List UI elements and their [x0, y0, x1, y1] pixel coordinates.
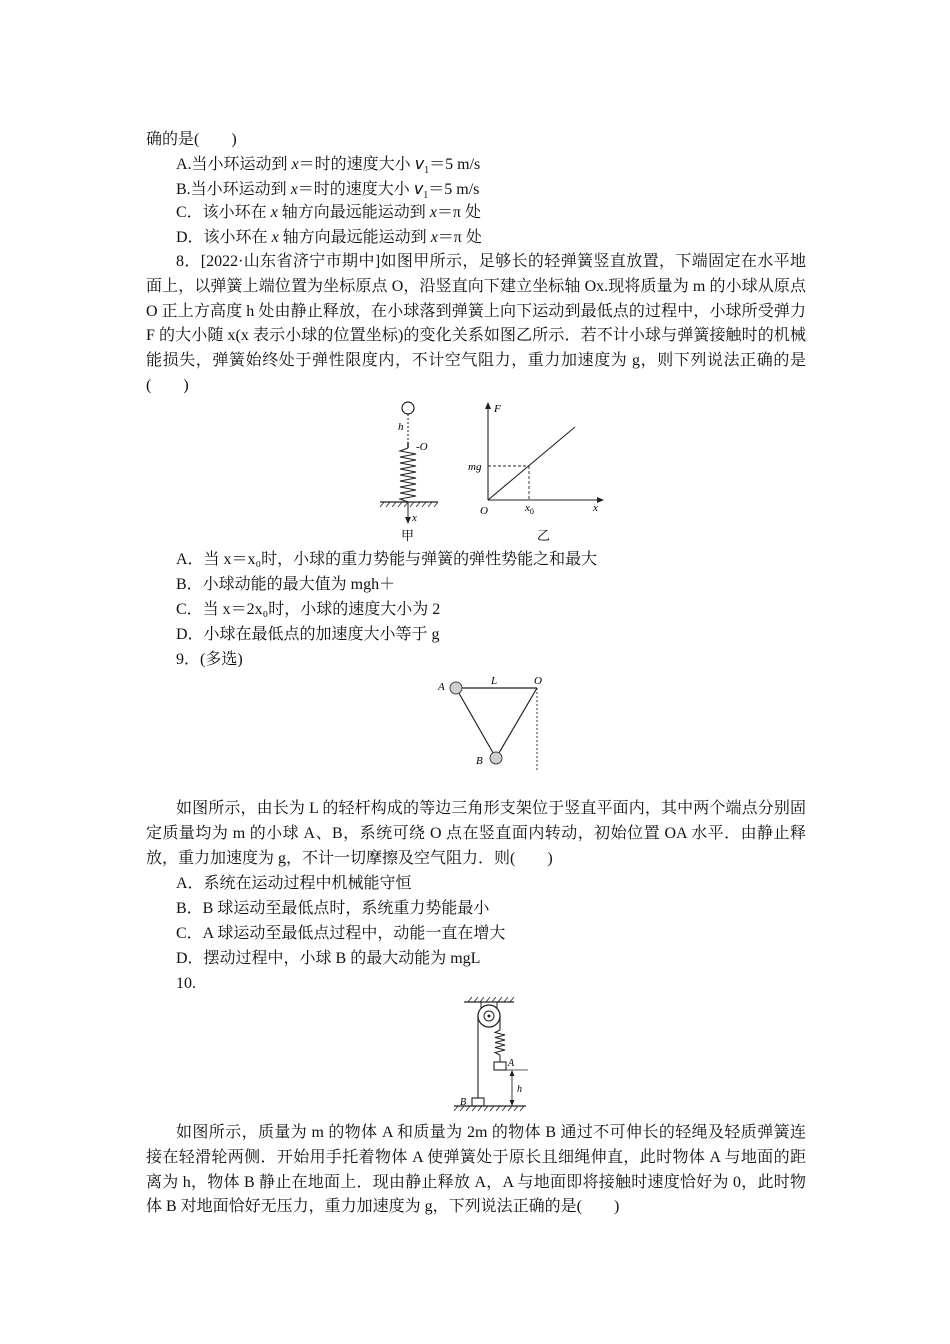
q8-option-b: B．小球动能的最大值为 mgh＋ [176, 576, 396, 593]
q9-figure [434, 672, 554, 776]
q9-option-a: A．系统在运动过程中机械能守恒 [176, 875, 412, 892]
q7-option-d: D．该小环在 x 轴方向最远能运动到 x＝π 处 [176, 229, 482, 246]
q9-option-b: B．B 球运动至最低点时，系统重力势能最小 [176, 900, 490, 917]
fig-yi-f-label: F [494, 403, 501, 415]
fig10-a-label: A [508, 1058, 515, 1069]
fig10-b-label: B [460, 1097, 467, 1108]
fig-jia-caption: 甲 [401, 528, 415, 543]
fig-yi-o-label: O [480, 505, 488, 517]
q9-option-d: D．摆动过程中，小球 B 的最大动能为 mgL [176, 950, 481, 967]
fig-jia-o-label: -O [416, 441, 428, 453]
q7-option-a: A.当小环运动到 x＝时的速度大小 $v_1=5$ m/s [176, 154, 481, 177]
fig-yi-caption: 乙 [537, 528, 551, 543]
q7-stem-tail: 确的是( ) [146, 131, 237, 148]
q10-figure [450, 994, 540, 1112]
q8-option-d: D．小球在最低点的加速度大小等于 g [176, 626, 440, 643]
fig-jia-h-label: h [398, 421, 404, 433]
fig9-l-label: L [491, 675, 498, 687]
q8-option-c: C．当 x＝2x₀时，小球的速度大小为 2 [176, 601, 441, 618]
q8-figure-yi [466, 396, 616, 546]
q7-option-b: B.当小环运动到 x＝时的速度大小 $v_1=5$ m/s [176, 179, 480, 202]
q9-option-c: C．A 球运动至最低点过程中，动能一直在增大 [176, 925, 506, 942]
q10-stem: 如图所示，质量为 m 的物体 A 和质量为 2m 的物体 B 通过不可伸长的轻绳及轻质弹簧连接在轻滑轮两侧．开始用手托着物体 A 使弹簧处于原长且细绳伸直，此时物体 A 与地面的距离为 h，物体 B 静止在地面上．现由静止释放 A，A 与地面即将接触时速度恰好为 0，此时物体 B 对地面恰好无压力，重力加速度为 g，下列说法正确的是( ) [146, 1124, 806, 1216]
q9-number: 9．(多选) [176, 651, 243, 668]
fig10-h-label: h [517, 1084, 522, 1095]
q10-number: 10. [176, 975, 196, 992]
fig-jia-x-label: x [412, 512, 417, 524]
fig-yi-x-label: x [593, 502, 598, 514]
q9-stem: 如图所示，由长为 L 的轻杆构成的等边三角形支架位于竖直平面内，其中两个端点分别固定质量均为 m 的小球 A、B，系统可绕 O 点在竖直面内转动，初始位置 OA 水平．由静止释放，重力加速度为 g，不计一切摩擦及空气阻力．则( ) [146, 800, 806, 867]
q8-stem: 8．[2022·山东省济宁市期中]如图甲所示，足够长的轻弹簧竖直放置，下端固定在水平地面上，以弹簧上端位置为坐标原点 O，沿竖直向下建立坐标轴 Ox.现将质量为 m 的小球从原点 O 正上方高度 h 处由静止释放，在小球落到弹簧上向下运动到最低点的过程中，小球所受弹力 F 的大小随 x(x 表示小球的位置坐标)的变化关系如图乙所示．若不计小球与弹簧接触时的机械能损失，弹簧始终处于弹性限度内，不计空气阻力，重力加速度为 g，则下列说法正确的是( ) [146, 253, 806, 394]
fig-yi-x0-label: x [525, 502, 530, 514]
svg-text:x0 [524, 502, 534, 516]
q7-option-c: C．该小环在 x 轴方向最远能运动到 x＝π 处 [176, 204, 482, 221]
q8-option-a: A．当 x＝x₀时，小球的重力势能与弹簧的弹性势能之和最大 [176, 551, 598, 568]
fig-yi-x0-sub: 0 [529, 507, 534, 516]
fig9-o-label: O [534, 675, 542, 687]
fig9-a-label: A [438, 681, 445, 693]
fig-yi-mg-label: mg [468, 461, 482, 473]
q8-figure-jia [376, 396, 446, 546]
fig9-b-label: B [476, 755, 483, 767]
